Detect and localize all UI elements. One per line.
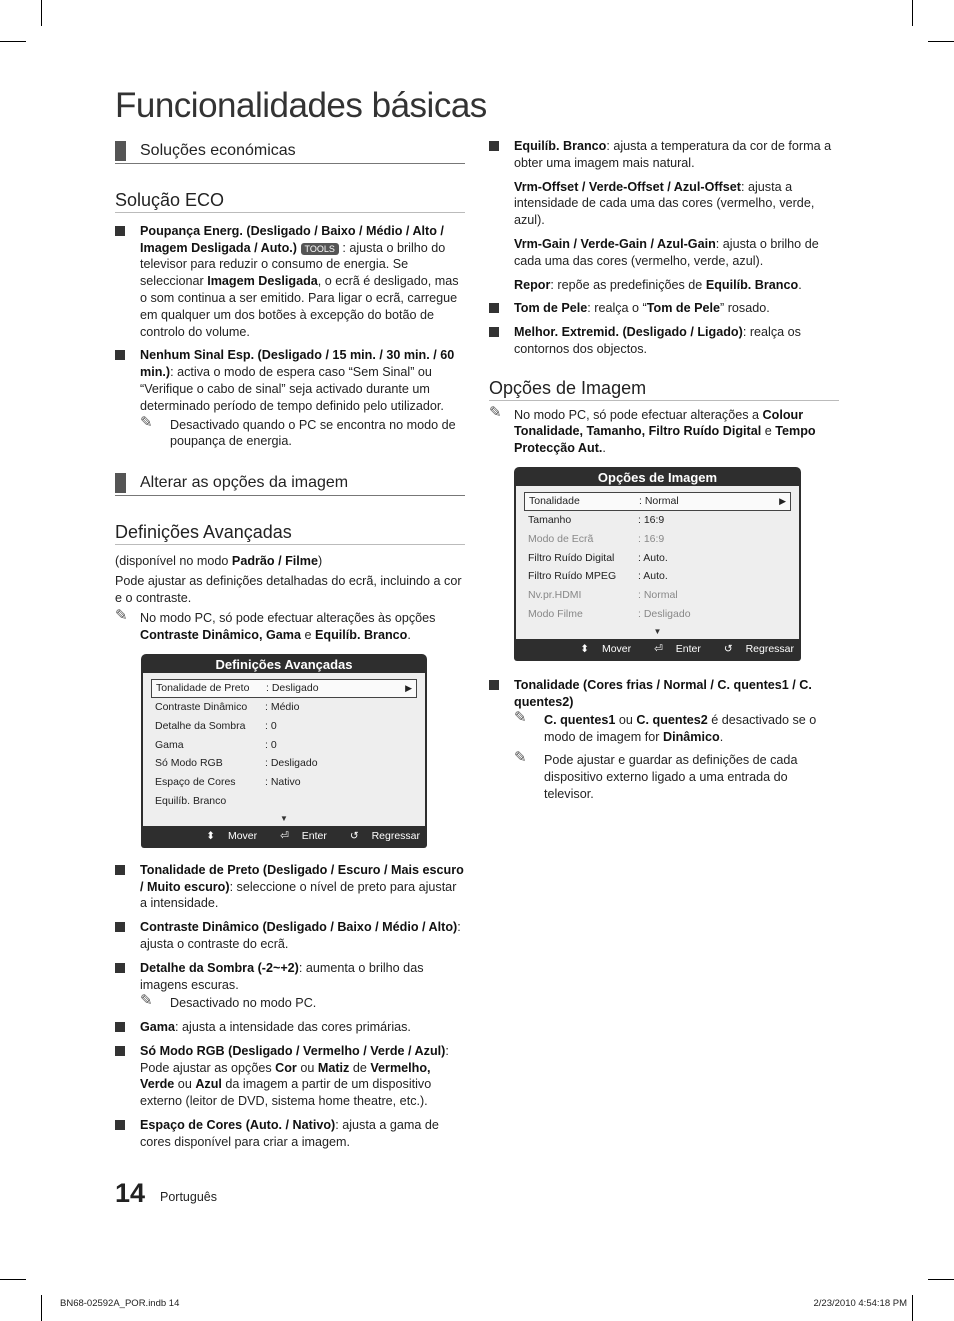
- left-column: [115, 138, 465, 1151]
- move-hint: ⬍ Mover: [206, 829, 258, 842]
- note: ✎ Desactivado quando o PC se encontra no modo de poupança de energia.: [140, 413, 456, 449]
- pencil-icon: ✎: [140, 413, 153, 431]
- crop-mark: [912, 1295, 913, 1321]
- pencil-icon: ✎: [514, 748, 527, 766]
- list-item-note: [115, 992, 465, 1012]
- osd-menu-definicoes-avancadas: [141, 654, 427, 848]
- osd-body: [516, 486, 799, 639]
- osd-row[interactable]: Tonalidade de Preto : Desligado ▶: [151, 679, 417, 698]
- list-item: Gama: ajusta a intensidade das cores primárias.: [115, 1019, 465, 1036]
- list-item-note: [489, 709, 839, 802]
- print-footer-left: BN68-02592A_POR.indb 14: [60, 1298, 180, 1309]
- crop-mark: [0, 1279, 26, 1280]
- list-item: Contraste Dinâmico (Desligado / Baixo / Médio / Alto): ajusta o contraste do ecrã.: [115, 919, 465, 953]
- page-title: Funcionalidades básicas: [115, 86, 487, 125]
- right-column: [489, 138, 839, 802]
- bullet-icon: [115, 350, 125, 360]
- list-item: Só Modo RGB (Desligado / Vermelho / Verde / Azul): Pode ajustar as opções Cor ou Matiz de Vermelho, Verde ou Azul da imagem a partir de um dispositivo externo (leitor de DVD, sistema home theatre, etc.).: [115, 1043, 465, 1110]
- list-item: Tonalidade (Cores frias / Normal / C. quentes1 / C. quentes2): [489, 677, 839, 711]
- return-icon: ↺: [349, 829, 359, 842]
- section-title: Soluções económicas: [140, 142, 296, 159]
- crop-mark: [928, 41, 954, 42]
- bullet-icon: [489, 303, 499, 313]
- section-header: [115, 470, 465, 496]
- arrow-right-icon: ▶: [779, 495, 786, 506]
- return-hint: ↺ Regressar: [723, 642, 794, 655]
- list-item: Espaço de Cores (Auto. / Nativo): ajusta a gama de cores disponível para criar a imagem.: [115, 1117, 465, 1151]
- enter-hint: ⏎ Enter: [654, 642, 701, 655]
- paragraph: Vrm-Gain / Verde-Gain / Azul-Gain: ajusta o brilho de cada uma das cores (vermelho, verde, azul).: [514, 236, 819, 268]
- availability: (disponível no modo Padrão / Filme): [115, 553, 323, 568]
- return-hint: ↺ Regressar: [349, 829, 420, 842]
- page-language: Português: [160, 1190, 217, 1204]
- tools-icon: TOOLS: [301, 243, 339, 255]
- osd-body: [143, 673, 425, 826]
- enter-icon: ⏎: [654, 642, 663, 655]
- note: ✎ Desactivado no modo PC.: [140, 992, 317, 1011]
- crop-mark: [912, 0, 913, 26]
- osd-row[interactable]: Contraste Dinâmico : Médio: [155, 700, 300, 713]
- osd-row[interactable]: Filtro Ruído MPEG : Auto.: [528, 570, 668, 583]
- return-icon: ↺: [723, 642, 733, 655]
- note: ✎ No modo PC, só pode efectuar alterações a Colour Tonalidade, Tamanho, Filtro Ruído Digital e Tempo Protecção Aut..: [489, 403, 816, 456]
- section-bar: [115, 141, 126, 161]
- osd-row[interactable]: Gama : 0: [155, 738, 277, 751]
- crop-mark: [41, 0, 42, 26]
- heading-definicoes-avancadas: Definições Avançadas: [115, 524, 465, 545]
- bullet-icon: [115, 922, 125, 932]
- bullet-icon: [115, 1022, 125, 1032]
- note: ✎ Pode ajustar e guardar as definições de cada dispositivo externo ligado a uma entrada do televisor.: [514, 748, 798, 801]
- bullet-icon: [489, 141, 499, 151]
- osd-footer: [516, 639, 799, 659]
- paragraph: Repor: repõe as predefinições de Equilíb. Branco.: [514, 277, 802, 292]
- bullet-icon: [115, 865, 125, 875]
- print-footer-right: 2/23/2010 4:54:18 PM: [813, 1298, 907, 1309]
- osd-row[interactable]: Filtro Ruído Digital : Auto.: [528, 551, 668, 564]
- list-item: Nenhum Sinal Esp. (Desligado / 15 min. / 30 min. / 60 min.): activa o modo de espera caso “Sem Sinal” ou “Verifique o cabo de sinal” seja activado durante um determinado período de tempo definido pelo utilizador.: [115, 347, 465, 414]
- crop-mark: [928, 1279, 954, 1280]
- bullet-icon: [115, 963, 125, 973]
- scroll-down-icon[interactable]: ▼: [280, 813, 288, 823]
- list-item: Poupança Energ. (Desligado / Baixo / Médio / Alto / Imagem Desligada / Auto.) TOOLS : ajusta o brilho do televisor para reduzir o consumo de energia. Se seleccionar Imagem Desligada, o ecrã é desligado, mas o som continua a ser emitido. Para ligar o ecrã, carregue em qualquer um dos botões à excepção do botão de controlo do volume.: [115, 223, 465, 341]
- list-item: Tonalidade de Preto (Desligado / Escuro / Mais escuro / Muito escuro): seleccione o nível de preto para ajustar a intensidade.: [115, 862, 465, 912]
- scroll-down-icon[interactable]: ▼: [653, 626, 662, 636]
- osd-title: Opções de Imagem: [597, 469, 718, 485]
- crop-mark: [41, 1295, 42, 1321]
- note: ✎ No modo PC, só pode efectuar alterações às opções Contraste Dinâmico, Gama e Equilíb. Branco.: [115, 607, 436, 643]
- enter-hint: ⏎ Enter: [280, 829, 327, 842]
- osd-row[interactable]: Tonalidade : Normal ▶: [524, 492, 791, 511]
- page-number: 14: [115, 1178, 146, 1208]
- osd-row: Modo de Ecrã : 16:9: [528, 532, 665, 545]
- osd-footer: [143, 826, 425, 846]
- paragraph: Vrm-Offset / Verde-Offset / Azul-Offset: ajusta a intensidade de cada uma das cores (vermelho, verde, azul).: [514, 179, 815, 228]
- pencil-icon: ✎: [115, 607, 128, 625]
- osd-row[interactable]: Só Modo RGB : Desligado: [155, 757, 318, 770]
- enter-icon: ⏎: [280, 829, 289, 842]
- arrow-right-icon: ▶: [405, 682, 412, 693]
- osd-row[interactable]: Detalhe da Sombra : 0: [155, 719, 277, 732]
- pencil-icon: ✎: [140, 992, 153, 1010]
- bullet-icon: [489, 680, 499, 690]
- bullet-icon: [115, 226, 125, 236]
- section-bar: [115, 473, 126, 493]
- osd-title: Definições Avançadas: [215, 656, 353, 672]
- list-item-note: [115, 413, 465, 451]
- bullet-icon: [115, 1120, 125, 1130]
- list-item: Equilíb. Branco: ajusta a temperatura da cor de forma a obter uma imagem mais natural.: [489, 138, 839, 172]
- heading-solucao-eco: Solução ECO: [115, 192, 465, 213]
- list-item: Detalhe da Sombra (-2~+2): aumenta o brilho das imagens escuras.: [115, 960, 465, 994]
- move-hint: ⬍ Mover: [580, 642, 632, 655]
- crop-mark: [0, 41, 26, 42]
- pencil-icon: ✎: [489, 403, 502, 421]
- bullet-icon: [115, 1046, 125, 1056]
- updown-icon: ⬍: [206, 829, 216, 842]
- osd-row: Modo Filme : Desligado: [528, 607, 691, 620]
- updown-icon: ⬍: [580, 642, 590, 655]
- heading-opcoes-imagem: Opções de Imagem: [489, 380, 839, 401]
- pencil-icon: ✎: [514, 709, 527, 727]
- osd-row[interactable]: Equilíb. Branco: [155, 794, 227, 807]
- intro-text: Pode ajustar as definições detalhadas do ecrã, incluindo a cor e o contraste.: [115, 573, 462, 605]
- note: ✎ C. quentes1 ou C. quentes2 é desactivado se o modo de imagem for Dinâmico.: [514, 709, 817, 745]
- list-item: Tom de Pele: realça o “Tom de Pele” rosado.: [489, 300, 839, 317]
- bullet-icon: [489, 327, 499, 337]
- osd-menu-opcoes-imagem: [514, 467, 801, 661]
- osd-row[interactable]: Tamanho : 16:9: [528, 513, 665, 526]
- osd-row: Nv.pr.HDMI : Normal: [528, 589, 678, 602]
- osd-row[interactable]: Espaço de Cores : Nativo: [155, 776, 301, 789]
- section-header: [115, 138, 465, 164]
- list-item: Melhor. Extremid. (Desligado / Ligado): realça os contornos dos objectos.: [489, 324, 839, 358]
- section-title: Alterar as opções da imagem: [140, 474, 349, 492]
